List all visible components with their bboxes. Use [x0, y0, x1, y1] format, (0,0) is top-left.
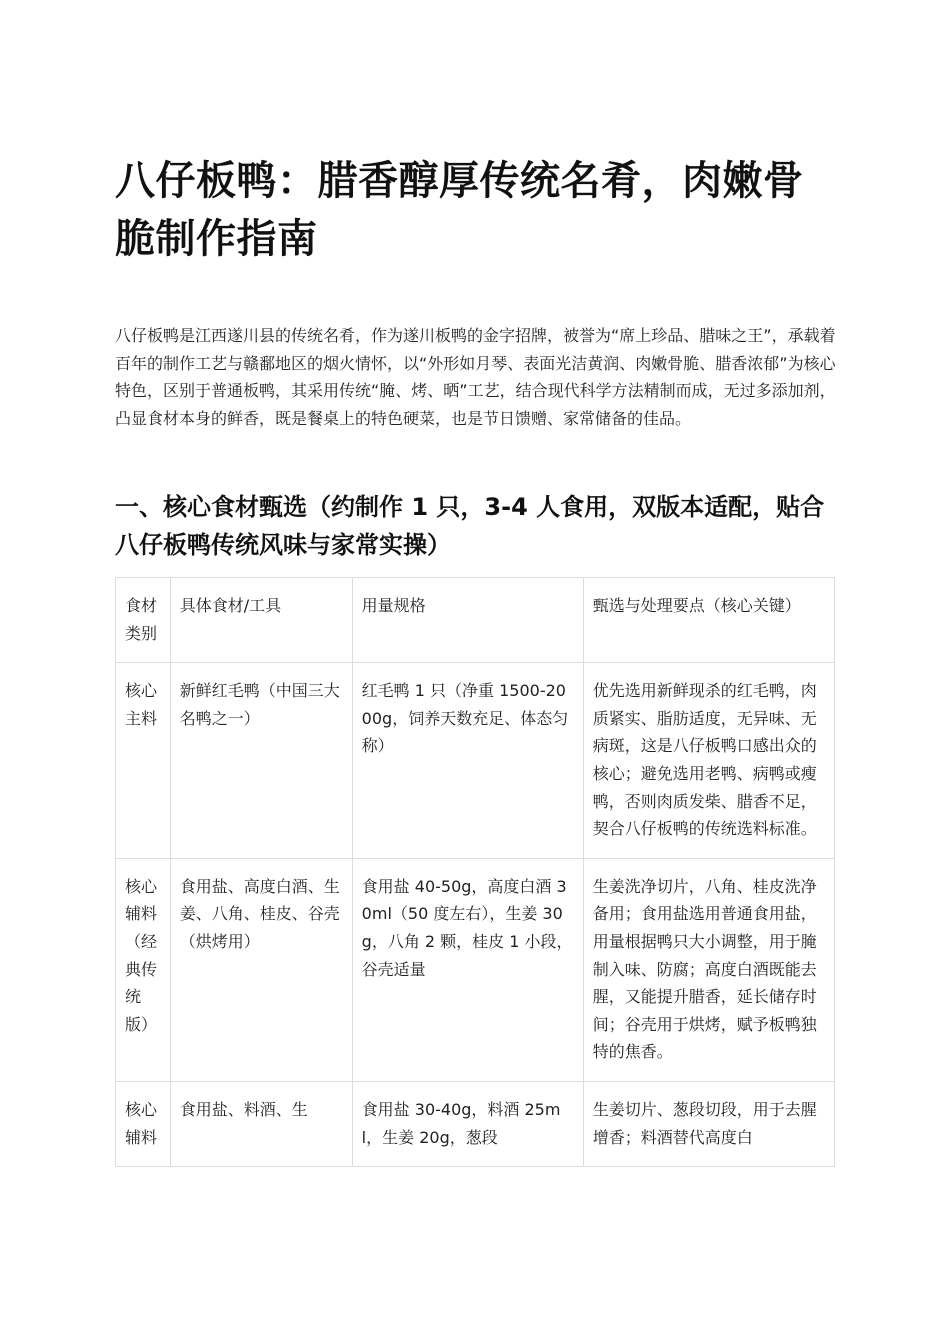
table-cell-category: 核心辅料（经典传统版）	[116, 858, 171, 1081]
table-cell-category: 核心主料	[116, 663, 171, 859]
table-cell-amount: 食用盐 40-50g，高度白酒 30ml（50 度左右），生姜 30g，八角 2 颗，桂皮 1 小段，谷壳适量	[352, 858, 583, 1081]
table-header-cell: 食材类别	[116, 578, 171, 663]
intro-paragraph: 八仔板鸭是江西遂川县的传统名肴，作为遂川板鸭的金字招牌，被誉为“席上珍品、腊味之王”，承载着百年的制作工艺与赣鄱地区的烟火情怀，以“外形如月琴、表面光洁黄润、肉嫩骨脆、腊香浓郁”为核心特色，区别于普通板鸭，其采用传统“腌、烤、晒”工艺，结合现代科学方法精制而成，无过多添加剂，凸显食材本身的鲜香，既是餐桌上的特色硬菜，也是节日馈赠、家常储备的佳品。	[115, 326, 836, 428]
table-cell-notes: 优先选用新鲜现杀的红毛鸭，肉质紧实、脂肪适度，无异味、无病斑，这是八仔板鸭口感出众的核心；避免选用老鸭、病鸭或瘦鸭，否则肉质发柴、腊香不足，契合八仔板鸭的传统选料标准。	[583, 663, 834, 859]
section-heading-ingredients: 一、核心食材甄选（约制作 1 只，3-4 人食用，双版本适配，贴合八仔板鸭传统风味与家常实操）	[115, 493, 825, 559]
table-cell-items: 新鲜红毛鸭（中国三大名鸭之一）	[170, 663, 352, 859]
table-header-cell: 用量规格	[352, 578, 583, 663]
page-title: 八仔板鸭：腊香醇厚传统名肴，肉嫩骨脆制作指南	[115, 158, 804, 262]
table-row	[116, 663, 835, 859]
table-cell-category: 核心辅料	[116, 1081, 171, 1166]
table-row	[116, 858, 835, 1081]
table-header-row	[116, 578, 835, 663]
table-cell-amount: 食用盐 30-40g，料酒 25ml，生姜 20g，葱段	[352, 1081, 583, 1166]
table-row	[116, 1081, 835, 1166]
table-cell-items: 食用盐、料酒、生	[170, 1081, 352, 1166]
ingredients-table	[115, 577, 835, 1167]
table-header-cell: 具体食材/工具	[170, 578, 352, 663]
ingredients-table-container	[115, 577, 835, 1228]
table-header-cell: 甄选与处理要点（核心关键）	[583, 578, 834, 663]
table-cell-notes: 生姜切片、葱段切段，用于去腥增香；料酒替代高度白	[583, 1081, 834, 1166]
table-cell-items: 食用盐、高度白酒、生姜、八角、桂皮、谷壳（烘烤用）	[170, 858, 352, 1081]
table-cell-notes: 生姜洗净切片，八角、桂皮洗净备用；食用盐选用普通食用盐，用量根据鸭只大小调整，用于腌制入味、防腐；高度白酒既能去腥，又能提升腊香，延长储存时间；谷壳用于烘烤，赋予板鸭独特的焦香。	[583, 858, 834, 1081]
table-cell-amount: 红毛鸭 1 只（净重 1500-2000g，饲养天数充足、体态匀称）	[352, 663, 583, 859]
